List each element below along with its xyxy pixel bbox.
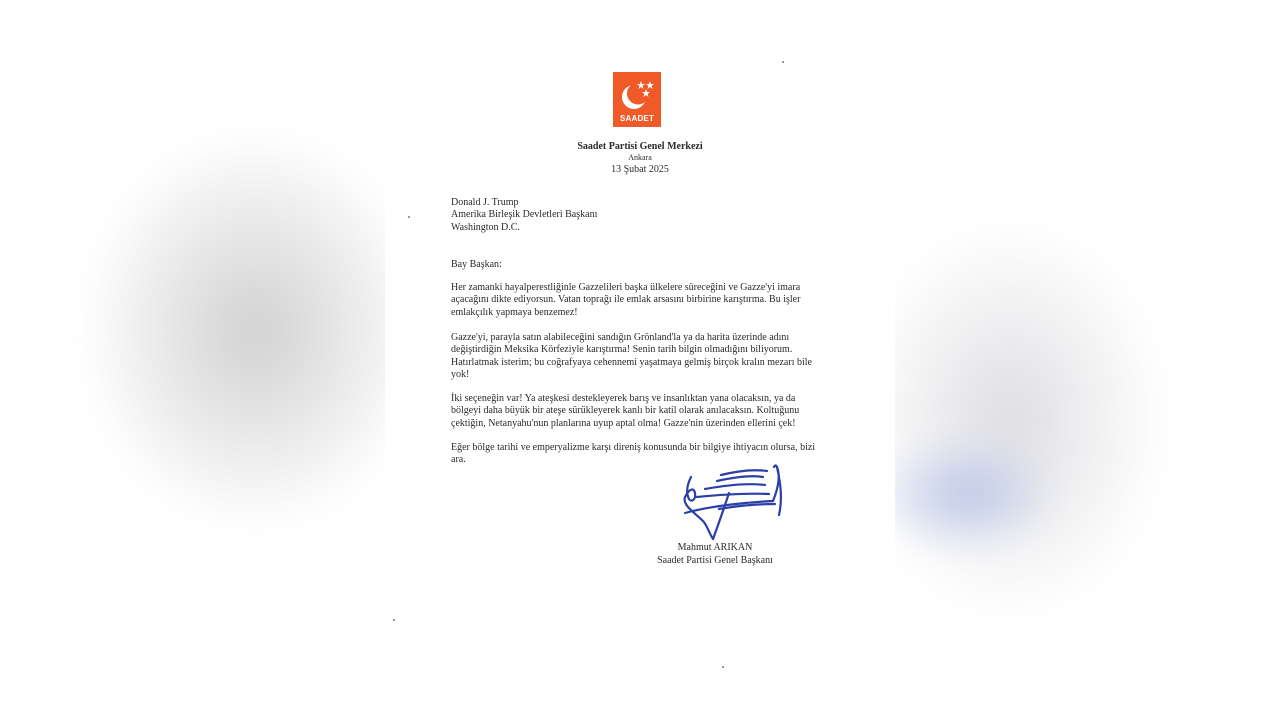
body-paragraph-2: Gazze'yi, parayla satın alabileceğini sandığın Grönland'la ya da harita üzerinde adını değiştirdiğin Meksika Körfeziyle karıştırma! Senin tarih bilgin olmadığını biliyorum. Hatırlatmak isterim; bu coğrafyaya cehennemi yaşatmaya gelmiş birçok kralın mezarı bile yok! [451, 332, 812, 380]
saadet-logo [613, 72, 661, 127]
organization-name: Saadet Partisi Genel Merkezi [577, 141, 703, 152]
signer-block [635, 541, 795, 567]
scan-speck [393, 619, 395, 621]
logo-text: SAADET [619, 114, 655, 123]
blurred-background-left [90, 140, 420, 520]
blurred-background-right [860, 230, 1160, 610]
salutation: Bay Başkan: [451, 259, 502, 270]
scan-speck [782, 61, 784, 63]
recipient-name: Donald J. Trump [451, 197, 519, 208]
signer-name: Mahmut ARIKAN [677, 542, 753, 553]
recipient-location: Washington D.C. [451, 221, 520, 233]
scan-speck [408, 216, 410, 218]
body-paragraph-3: İki seçeneğin var! Ya ateşkesi destekleyerek barış ve insanlıktan yana olacaksın, ya da bölgeyi daha büyük bir ateşe sürükleyerek kanlı bir katil olarak anılacaksın. Koltuğunu çektiğin, Netanyahu'nun planlarına uyup aptal olma! Gazze'nin üzerinden ellerini çek! [451, 393, 800, 429]
handwritten-signature-icon [677, 463, 787, 543]
recipient-block [451, 197, 831, 234]
signer-title: Saadet Partisi Genel Başkanı [657, 555, 773, 566]
blurred-background-right-blue [880, 440, 1050, 550]
letter-page [385, 40, 895, 680]
recipient-title: Amerika Birleşik Devletleri Başkanı [451, 209, 598, 221]
body-paragraph-4: Eğer bölge tarihi ve emperyalizme karşı direniş konusunda bir bilgiye ihtiyacın olursa, bizi ara. [451, 442, 816, 466]
letterhead [385, 140, 895, 176]
crescent-and-stars-icon [613, 72, 661, 116]
letter-date: 13 Şubat 2025 [611, 164, 669, 175]
scan-speck [722, 666, 724, 668]
body-paragraph-1: Her zamanki hayalperestliğinle Gazzelileri başka ülkelere süreceğini ve Gazze'yi imara açacağını dikte ediyorsun. Vatan toprağı ile emlak arsasını birbirine karıştırma. Bu işler emlakçılık yapmaya benzemez! [451, 282, 801, 318]
city: Ankara [628, 153, 652, 162]
